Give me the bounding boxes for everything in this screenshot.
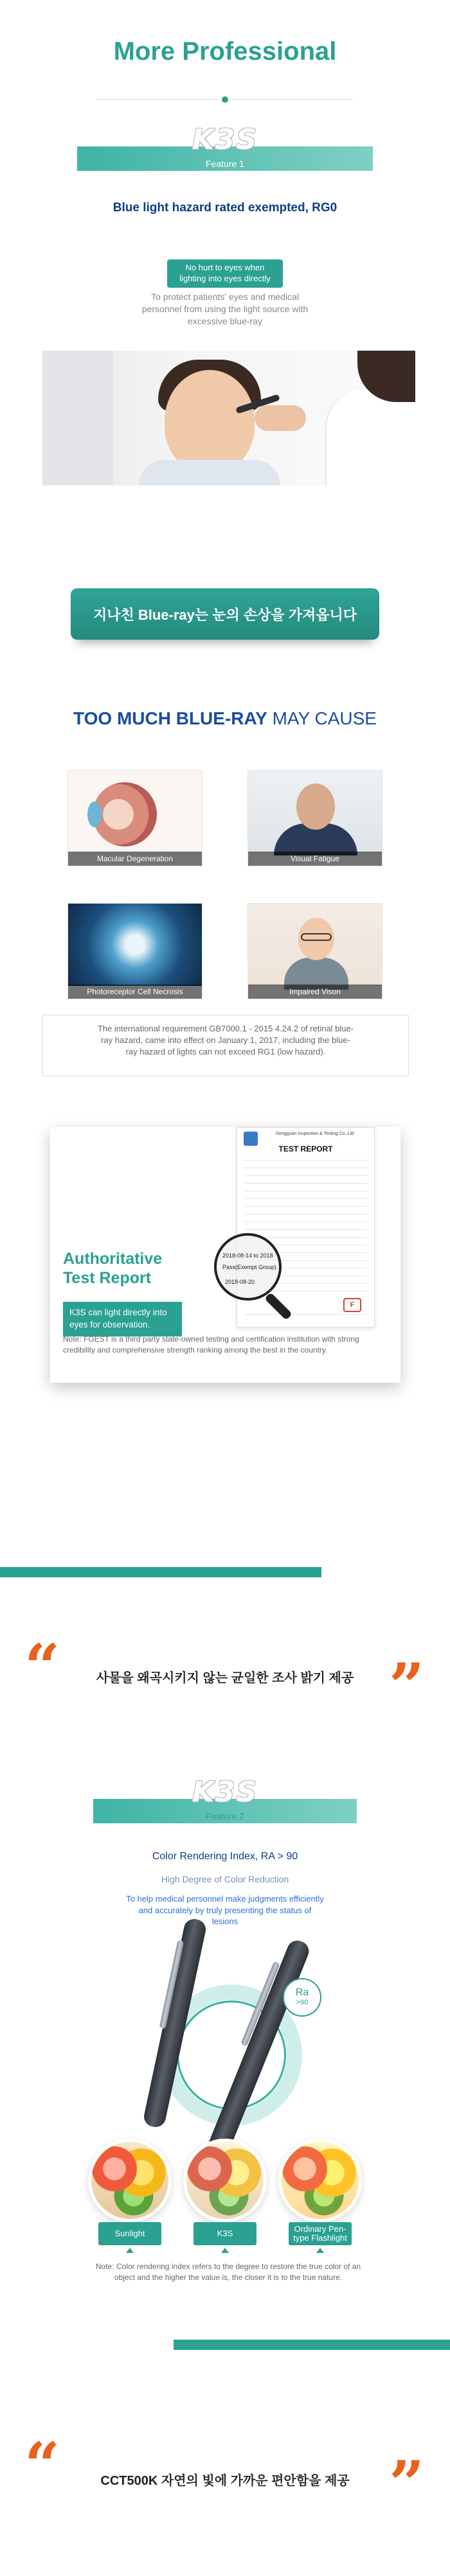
tile-impaired-vision	[248, 903, 382, 999]
mag-result: Pass(Exempt Group)	[222, 1264, 277, 1270]
tile-caption: Macular Degeneration	[68, 852, 202, 866]
feature2-title: Color Rendering Index, RA > 90	[152, 1851, 298, 1862]
fruit-label-sunlight: Sunlight	[98, 2222, 161, 2245]
blue-ray-warning-banner: 지나친 Blue-ray는 눈의 손상을 가져옵니다	[71, 588, 379, 640]
report-doc-heading: TEST REPORT	[278, 1144, 333, 1153]
arrow-up-icon	[316, 2248, 324, 2253]
tile-caption: Visual Fatigue	[248, 852, 382, 866]
feature1-title: Blue light hazard rated exempted, RG0	[113, 201, 338, 215]
tile-caption: Photoreceptor Cell Necrosis	[68, 985, 202, 999]
ra-badge	[283, 1978, 321, 2017]
arrow-up-icon	[221, 2248, 229, 2253]
report-company: Dongguan Inspection & Testing Co.,Ltd	[276, 1132, 354, 1136]
gb7000-note-text: The international requirement GB7000.1 - 2015 4.24.2 of retinal blue-ray hazard, came into effect on January 1, 2017, including the blue-ray hazard of lights can not exceed RG1 (low hazard).	[97, 1024, 354, 1057]
feature2-label: Feature 2	[206, 1811, 244, 1821]
tile-fatigue	[248, 770, 382, 866]
report-note: Note: FGEST is a third party state-owned testing and certification institution with strong credibility and comprehensive strength ranking among the best in the country.	[63, 1335, 359, 1355]
feature2-sub: High Degree of Color Reduction	[161, 1874, 289, 1884]
uniform-brightness-quote: 사물을 왜곡시키지 않는 균일한 조사 밝기 제공	[96, 1671, 354, 1685]
eye-exam-photo	[42, 351, 409, 486]
open-quote-icon: “	[24, 1631, 60, 1703]
approval-stamp-icon: F	[343, 1298, 361, 1312]
fruit-k3s-image	[183, 2139, 267, 2222]
cri-note: Note: Color rendering index refers to the degree to restore the true color of an object and the higher the value is, the closer it is to the true nature.	[95, 2262, 361, 2282]
fruit-sunlight-image	[88, 2139, 172, 2222]
teal-band	[174, 2340, 450, 2350]
teal-band	[0, 1567, 321, 1577]
blue-ray-heading-thin: MAY CAUSE	[267, 708, 377, 728]
ra-badge-top: Ra	[295, 1987, 309, 1998]
open-quote-icon: “	[24, 2429, 60, 2502]
close-quote-icon: ”	[389, 1650, 425, 1722]
blue-ray-heading	[0, 708, 450, 729]
page-title: More Professional	[113, 37, 337, 66]
fgest-logo-icon	[244, 1132, 258, 1146]
mag-date: 2018-08-20	[225, 1279, 255, 1285]
tile-macular	[68, 770, 203, 866]
cct-quote: CCT500K 자연의 빛에 가까운 편안함을 제공	[100, 2474, 350, 2488]
fruit-label-k3s: K3S	[194, 2222, 256, 2245]
feature1-note: To protect patients' eyes and medical personnel from using the light source with excessive blue-ray	[141, 292, 309, 326]
fruit-label-flashlight: Ordinary Pen-type Flashlight	[289, 2222, 352, 2245]
tile-caption: Impaired Vison	[248, 985, 382, 999]
feature2-desc: To help medical personnel make judgments efficiently and accurately by truly presenting the status of lesions	[126, 1894, 324, 1927]
ra-badge-bottom: >90	[296, 1999, 309, 2006]
arrow-up-icon	[126, 2248, 134, 2253]
mag-date-range: 2018-08-14 to 2018	[222, 1252, 273, 1259]
divider	[231, 99, 354, 100]
close-quote-icon: ”	[389, 2448, 425, 2520]
feature1-pill: No hurt to eyes when lighting into eyes directly	[167, 259, 283, 288]
report-title: Authoritative Test Report	[63, 1250, 163, 1287]
divider-dot	[222, 96, 228, 103]
feature1-logo: K3S	[192, 123, 258, 156]
feature2-logo: K3S	[192, 1776, 258, 1809]
gb7000-note	[42, 1015, 409, 1076]
test-report-card	[50, 1127, 401, 1383]
report-summary: K3S can light directly into eyes for observation.	[63, 1302, 182, 1336]
tile-cell-necrosis	[68, 903, 203, 999]
blue-ray-heading-bold: TOO MUCH BLUE-RAY	[73, 708, 267, 728]
feature1-label: Feature 1	[206, 159, 244, 169]
fruit-flashlight-image	[278, 2139, 362, 2222]
divider	[96, 99, 219, 100]
